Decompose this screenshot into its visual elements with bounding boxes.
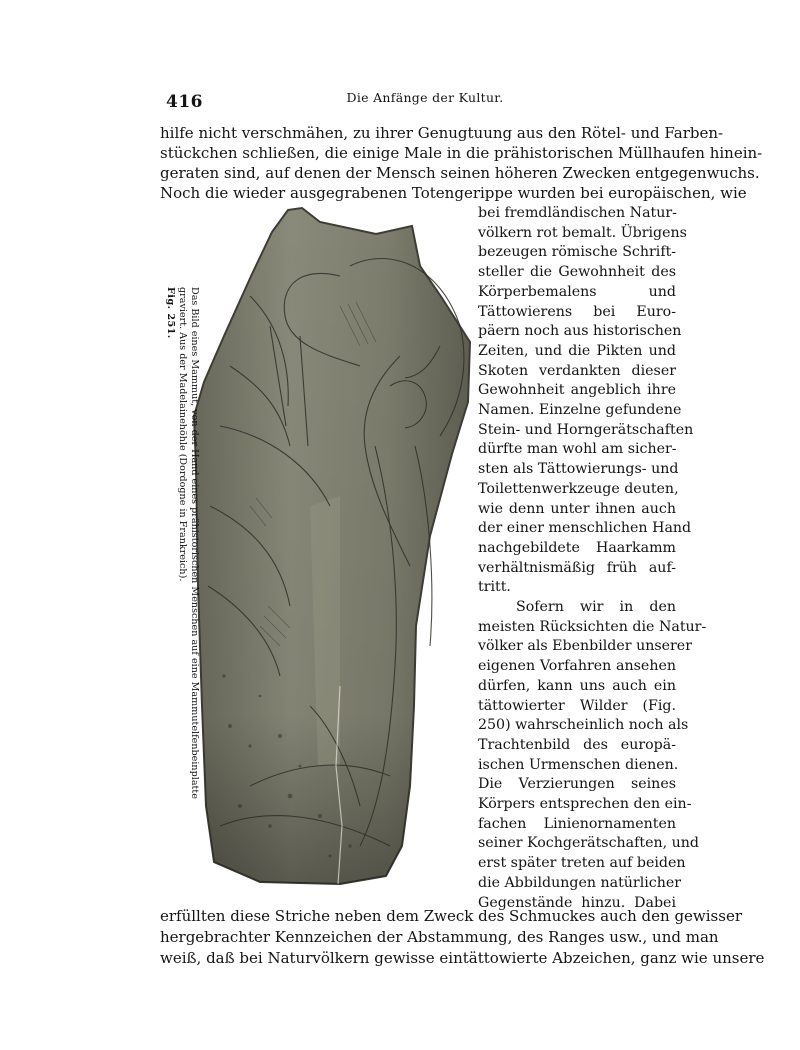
body-line: hergebrachter Kennzeichen der Abstammung, des Ranges usw., und man (160, 928, 719, 946)
column-line: Die Verzierungen seines (478, 776, 676, 792)
column-line: verhältnismäßig früh auf- (478, 560, 676, 576)
body-line: geraten sind, auf denen der Mensch seinen höheren Zwecken entgegenwuchs. (160, 164, 760, 182)
column-line: dürfen, kann uns auch ein (478, 678, 676, 694)
column-line: wie denn unter ihnen auch (478, 501, 676, 517)
column-line: Skoten verdankten dieser (478, 363, 676, 379)
running-head: Die Anfänge der Kultur. (346, 90, 504, 105)
column-line: nachgebildete Haarkamm (478, 540, 676, 556)
column-line: tättowierter Wilder (Fig. (478, 698, 676, 714)
column-line: Zeiten, und die Pikten und (478, 343, 676, 359)
column-line: päern noch aus historischen (478, 323, 682, 339)
figure-label: Fig. 251. (165, 287, 176, 339)
column-line: Tättowierens bei Euro- (478, 304, 676, 320)
column-line: seiner Kochgerätschaften, und (478, 835, 699, 851)
column-line: Sofern wir in den (516, 599, 676, 615)
column-line: Toilettenwerkzeuge deuten, (478, 481, 679, 497)
column-line: 250) wahrscheinlich noch als (478, 717, 689, 733)
column-line: meisten Rücksichten die Natur- (478, 619, 707, 635)
column-line: bei fremdländischen Natur- (478, 205, 677, 221)
column-line: der einer menschlichen Hand (478, 520, 692, 536)
body-line: Noch die wieder ausgegrabenen Totengerippe wurden bei europäischen, wie (160, 184, 747, 202)
column-line: Trachtenbild des europä- (478, 737, 676, 753)
figure-caption (165, 287, 200, 799)
column-line: Gegenstände hinzu. Dabei (478, 895, 676, 911)
column-line: sten als Tättowierungs- und (478, 461, 679, 477)
column-line: Stein- und Horngerätschaften (478, 422, 694, 438)
column-line: Namen. Einzelne gefundene (478, 402, 682, 418)
column-line: tritt. (478, 579, 511, 595)
mammoth-engraving-figure (190, 206, 475, 886)
body-line: erfüllten diese Striche neben dem Zweck des Schmuckes auch den gewisser (160, 907, 742, 925)
figure-caption-line: graviert. Aus der Madelainehöhle (Dordogne in Frankreich). (177, 287, 188, 582)
column-line: dürfte man wohl am sicher- (478, 441, 677, 457)
column-line: die Abbildungen natürlicher (478, 875, 682, 891)
column-line: erst später treten auf beiden (478, 855, 686, 871)
body-line: hilfe nicht verschmähen, zu ihrer Genugtuung aus den Rötel- und Farben- (160, 124, 724, 142)
column-line: bezeugen römische Schrift- (478, 244, 677, 260)
column-line: fachen Linienornamenten (478, 816, 676, 832)
column-line: Gewohnheit angeblich ihre (478, 382, 676, 398)
column-line: völkern rot bemalt. Übrigens (478, 225, 687, 241)
column-line: völker als Ebenbilder unserer (478, 638, 692, 654)
mammoth-engraving-image (190, 206, 475, 886)
column-line: ischen Urmenschen dienen. (478, 757, 679, 773)
body-line: weiß, daß bei Naturvölkern gewisse eintättowierte Abzeichen, ganz wie unsere (160, 949, 765, 967)
body-line: stückchen schließen, die einige Male in die prähistorischen Müllhaufen hinein- (160, 144, 763, 162)
column-line: steller die Gewohnheit des (478, 264, 676, 280)
column-line: Körpers entsprechen den ein- (478, 796, 692, 812)
figure-caption-line: Das Bild eines Mammut, von der Hand eines prähistorischen Menschen auf eine Mammutelfenbeinplatte (189, 287, 200, 799)
column-line: Körperbemalens und (478, 284, 676, 300)
page-number: 416 (166, 92, 203, 112)
column-line: eigenen Vorfahren ansehen (478, 658, 676, 674)
